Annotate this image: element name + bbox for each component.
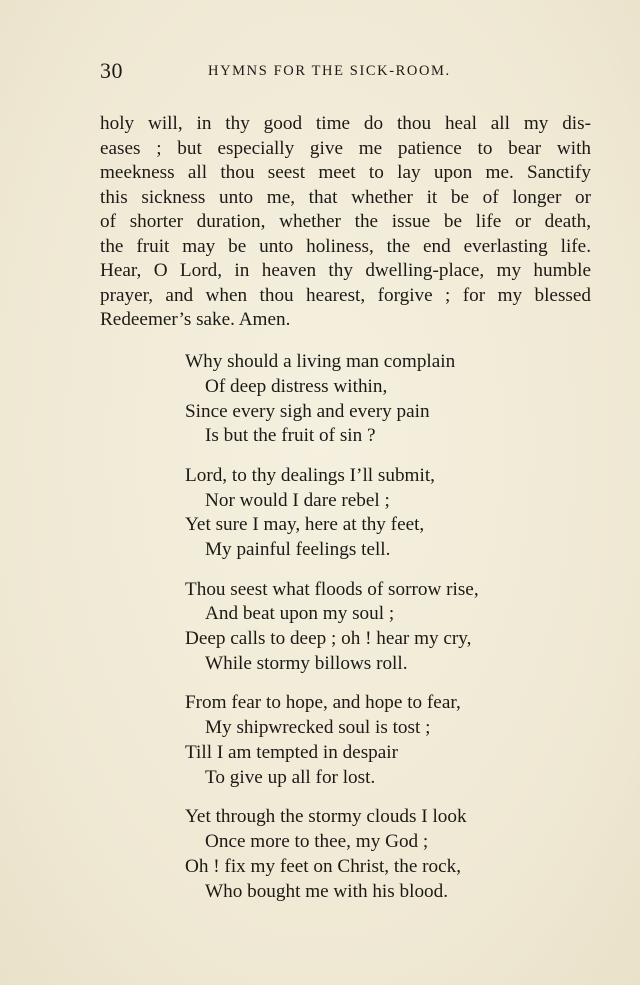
verse-line: Of deep distress within,: [205, 375, 388, 397]
prose-line: the fruit may be unto holiness, the end everlasting life.: [100, 235, 591, 257]
verse-line: And beat upon my soul ;: [205, 603, 395, 625]
verse-line: Who bought me with his blood.: [205, 880, 449, 902]
verse-line: My painful feelings tell.: [205, 539, 391, 561]
stanza: [185, 691, 545, 790]
running-title: HYMNS FOR THE SICK-ROOM.: [208, 63, 451, 79]
stanza: [185, 464, 545, 563]
verse-line: Thou seest what floods of sorrow rise,: [185, 578, 479, 600]
verse-line: While stormy billows roll.: [205, 652, 408, 674]
verse-line: Is but the fruit of sin ?: [205, 425, 376, 447]
stanza: [185, 350, 545, 449]
prose-line: prayer, and when thou hearest, forgive ; for my blessed: [100, 284, 591, 306]
prose-line: meekness all thou seest meet to lay upon me. Sanctify: [100, 162, 591, 183]
page-number: 30: [100, 58, 123, 83]
verse-line: Once more to thee, my God ;: [205, 830, 429, 852]
verse-line: My shipwrecked soul is tost ;: [205, 717, 431, 739]
running-head: [100, 58, 590, 84]
verse-line: To give up all for lost.: [205, 766, 376, 788]
verse-line: Nor would I dare rebel ;: [205, 489, 390, 511]
prose-line: of shorter duration, whether the issue be life or death,: [100, 211, 591, 232]
hymn: [185, 350, 545, 919]
prose-line: holy will, in thy good time do thou heal all my dis-: [100, 113, 591, 134]
verse-line: Yet through the stormy clouds I look: [185, 806, 467, 828]
verse-line: Why should a living man complain: [185, 351, 456, 372]
verse-line: Yet sure I may, here at thy feet,: [185, 514, 425, 536]
verse-line: Lord, to thy dealings I’ll submit,: [185, 464, 435, 486]
stanza: [185, 578, 545, 677]
prose-line: Hear, O Lord, in heaven thy dwelling-place, my humble: [100, 260, 591, 281]
verse-line: From fear to hope, and hope to fear,: [185, 692, 461, 714]
verse-line: Oh ! fix my feet on Christ, the rock,: [185, 855, 462, 877]
verse-line: Since every sigh and every pain: [185, 400, 430, 422]
prose-line: eases ; but especially give me patience to bear with: [100, 137, 591, 159]
stanza: [185, 805, 545, 904]
verse-line: Deep calls to deep ; oh ! hear my cry,: [185, 628, 472, 650]
verse-line: Till I am tempted in despair: [185, 741, 398, 763]
prayer-paragraph: [100, 112, 591, 333]
prose-line: this sickness unto me, that whether it be of longer or: [100, 186, 591, 208]
prose-line: Redeemer’s sake. Amen.: [100, 309, 291, 330]
